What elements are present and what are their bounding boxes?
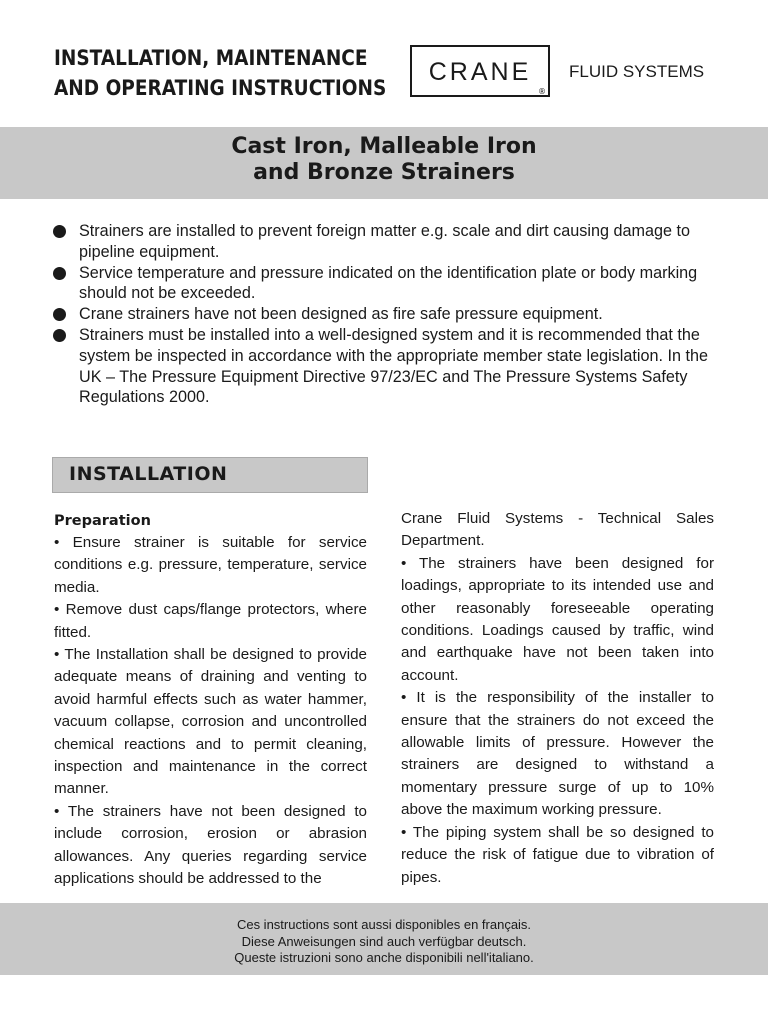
product-banner (0, 127, 768, 199)
bullet-dot-icon (53, 225, 66, 238)
title-line-2: AND OPERATING INSTRUCTIONS (54, 76, 387, 101)
paragraph: • The strainers have been designed for loadings, appropriate to its intended use and other reasonably foreseeable operating conditions. Loadings caused by traffic, wind and earthquake have not been taken into account. (401, 554, 714, 684)
preparation-subheading: Preparation (54, 513, 151, 529)
installation-heading: INSTALLATION (69, 463, 228, 485)
left-column (54, 510, 367, 891)
logo-text: CRANE (428, 58, 532, 86)
bullet-item: Service temperature and pressure indicated on the identification plate or body marking should not be exceeded. (52, 263, 732, 305)
document-title (54, 44, 386, 104)
registered-mark: ® (538, 87, 546, 96)
bullet-dot-icon (53, 308, 66, 321)
banner-line-2: and Bronze Strainers (253, 160, 515, 185)
paragraph: • It is the responsibility of the installer to ensure that the strainers do not exceed the allowable limits of pressure. However the strainers are designed to withstand a momentary pressure surge of up to 10% above the maximum working pressure. (401, 689, 714, 819)
bullet-item: Crane strainers have not been designed as fire safe pressure equipment. (52, 304, 732, 325)
language-footer (0, 903, 768, 975)
crane-logo (410, 45, 550, 97)
title-line-1: INSTALLATION, MAINTENANCE (54, 46, 368, 71)
installation-heading-box (52, 457, 368, 493)
paragraph: • Remove dust caps/flange protectors, where fitted. (54, 601, 367, 641)
footer-line-german: Diese Anweisungen sind auch verfügbar deutsch. (241, 933, 527, 949)
bullet-dot-icon (53, 329, 66, 342)
paragraph: Crane Fluid Systems - Technical Sales Department. (401, 510, 714, 550)
paragraph: • The Installation shall be designed to provide adequate means of draining and venting to avoid harmful effects such as water hammer, vacuum collapse, corrosion and uncontrolled chemical reactions and to permit cleaning, inspection and maintenance in the correct manner. (54, 646, 367, 798)
bullet-item: Strainers are installed to prevent foreign matter e.g. scale and dirt causing damage to pipeline equipment. (52, 221, 732, 263)
banner-line-1: Cast Iron, Malleable Iron (231, 134, 537, 159)
bullet-item: Strainers must be installed into a well-designed system and it is recommended that the system be inspected in accordance with the appropriate member state legislation. In the UK – The Pressure Equipment Directive 97/23/EC and The Pressure Systems Safety Regulations 2000. (52, 325, 732, 408)
logo-subtitle: FLUID SYSTEMS (569, 62, 705, 81)
right-column (401, 508, 714, 889)
paragraph: • Ensure strainer is suitable for service conditions e.g. pressure, temperature, service media. (54, 534, 367, 596)
bullet-dot-icon (53, 267, 66, 280)
paragraph: • The piping system shall be so designed to reduce the risk of fatigue due to vibration of pipes. (401, 823, 714, 886)
footer-line-italian: Queste istruzioni sono anche disponibili nell'italiano. (234, 950, 534, 965)
safety-bullet-list (52, 221, 732, 408)
paragraph: • The strainers have not been designed to include corrosion, erosion or abrasion allowances. Any queries regarding service applications should be addressed to the (54, 802, 367, 888)
footer-line-french: Ces instructions sont aussi disponibles en français. (236, 917, 532, 932)
